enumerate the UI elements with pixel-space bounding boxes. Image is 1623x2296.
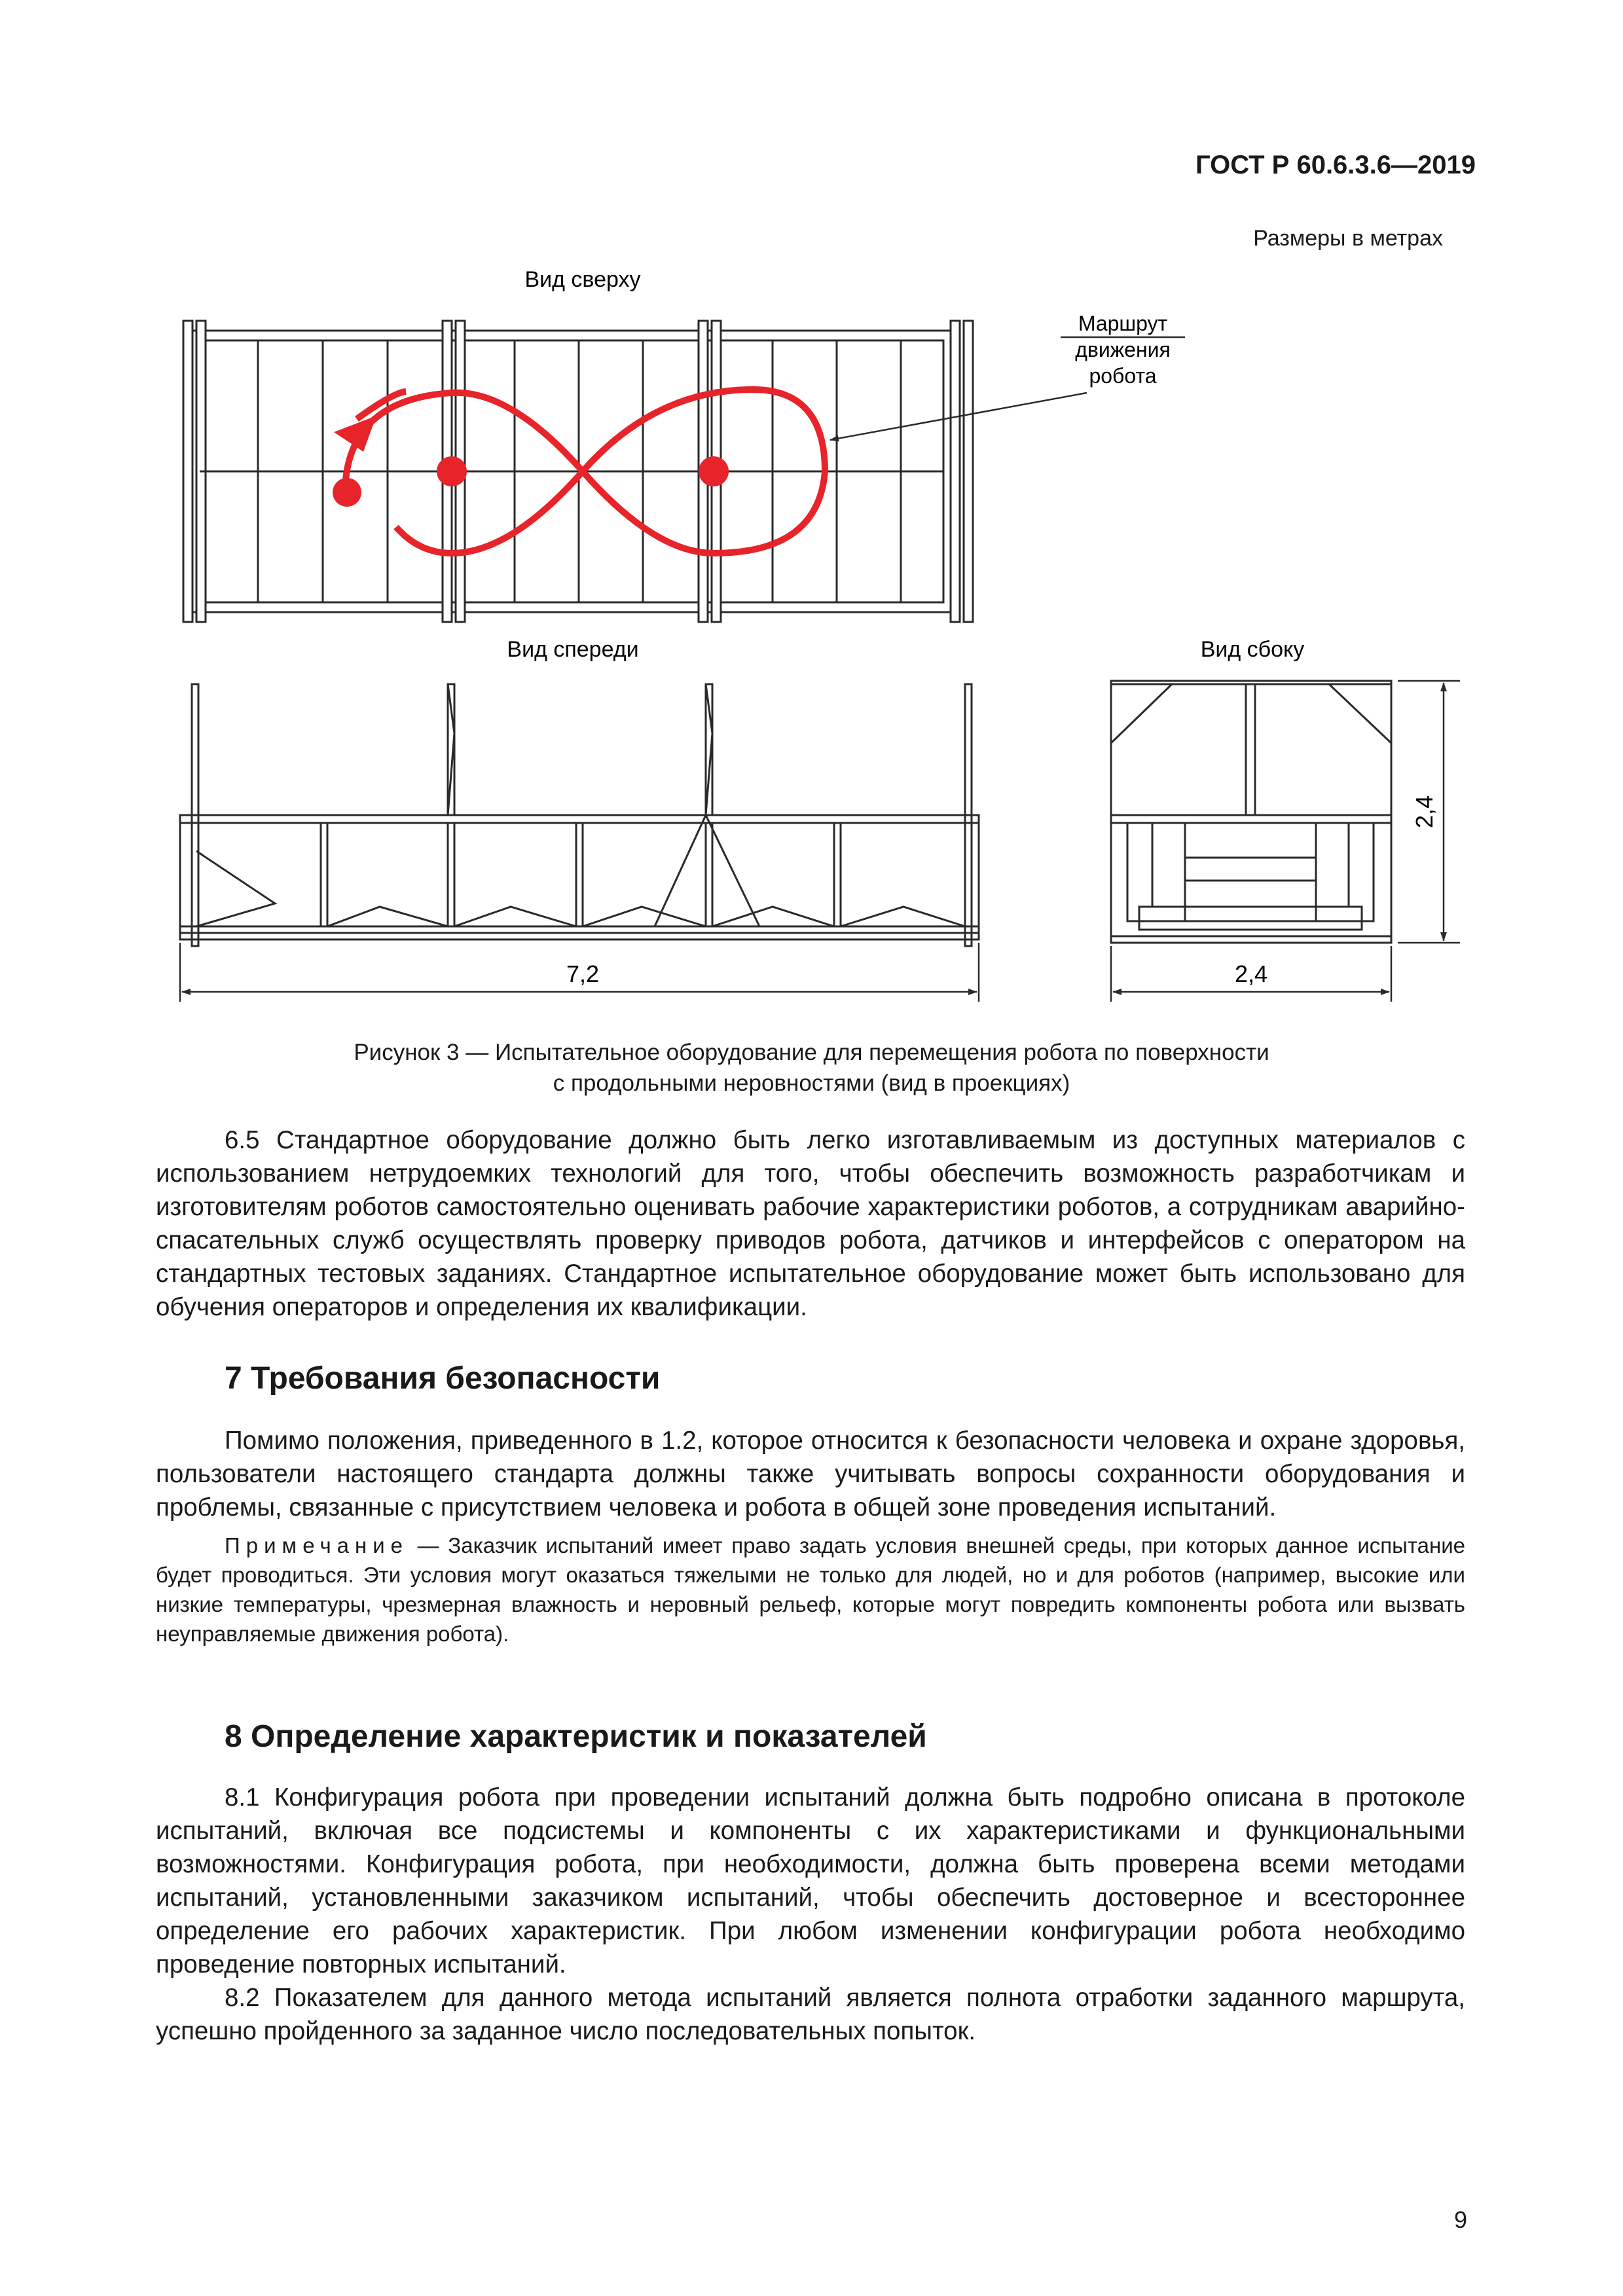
section-8-body [156, 1781, 1465, 2048]
page-number: 9 [1453, 2206, 1467, 2233]
front-view-label: Вид спереди [507, 637, 639, 662]
width-dimension-label: 2,4 [1234, 960, 1268, 987]
route-waypoint-2 [699, 456, 729, 486]
note-text: — Заказчик испытаний имеет право задать условия внешней среды, при которых данное испытание будет проводиться. Эти условия могут оказаться тяжелыми не только для людей, но и для роботов (например, высокие или низкие температуры, чрезмерная влажность и неровный рельеф, которые могут повредить компоненты робота или вызвать неуправляемые движения робота). [156, 1533, 1465, 1646]
paragraph-7: Помимо положения, приведенного в 1.2, которое относится к безопасности человека и охране здоровья, пользователи настоящего стандарта должны также учитывать вопросы сохранности оборудования и проблемы, связанные с присутствием человека и робота в общей зоне проведения испытаний. [156, 1427, 1465, 1522]
side-view-frame [1111, 681, 1391, 943]
route-start-marker [333, 478, 361, 507]
dimensions-note: Размеры в метрах [1253, 226, 1443, 251]
paragraph-8-1: 8.1 Конфигурация робота при проведении испытаний должна быть подробно описана в протоколе испытаний, включая все подсистемы и компоненты с их характеристиками и функциональными возможностями. Конфигурация робота, при необходимости, должна быть проверена всеми методами испытаний, установленными заказчиком испытаний, чтобы обеспечить достоверное и всестороннее определение его рабочих характеристик. При любом изменении конфигурации робота необходимо проведение повторных испытаний. [156, 1783, 1465, 1978]
route-label-line-2: движения [1075, 338, 1171, 361]
paragraph-8-2: 8.2 Показателем для данного метода испытаний является полнота отработки заданного маршрута, успешно пройденного за заданное число последовательных попыток. [156, 1984, 1465, 2045]
section-6-5 [156, 1123, 1465, 1324]
route-label-line-1: Маршрут [1078, 312, 1168, 335]
note-label: Примечание [225, 1533, 409, 1558]
paragraph-6-5: 6.5 Стандартное оборудование должно быть легко изготавливаемым из доступных материалов с использованием нетрудоемких технологий для того, чтобы обеспечить возможность разработчикам и изготовителям роботов самостоятельно оценивать рабочие характеристики роботов, а сотрудникам аварийно-спасательных служб осуществлять проверку приводов робота, датчиков и интерфейсов с оператором на стандартных тестовых заданиях. Стандартное испытательное оборудование может быть использовано для обучения операторов и определения их квалификации. [156, 1126, 1465, 1321]
top-view-frame [183, 321, 973, 622]
section-8-heading: 8 Определение характеристик и показателей [225, 1719, 927, 1754]
route-waypoint-1 [437, 456, 467, 486]
section-7-body [156, 1424, 1465, 1524]
front-view-frame [180, 684, 979, 946]
height-dimension-label: 2,4 [1411, 795, 1438, 829]
standard-code: ГОСТ Р 60.6.3.6—2019 [1195, 151, 1476, 179]
figure-caption-line-2: с продольными неровностями (вид в проекциях) [553, 1070, 1070, 1096]
top-view-label: Вид сверху [524, 267, 641, 292]
figure-3-drawing [0, 0, 1623, 1048]
route-label-line-3: робота [1089, 364, 1157, 388]
length-dimension-label: 7,2 [566, 960, 600, 987]
side-view-label: Вид сбоку [1200, 637, 1305, 662]
section-7-note [156, 1531, 1465, 1649]
section-7-heading: 7 Требования безопасности [225, 1361, 661, 1396]
figure-caption-line-1: Рисунок 3 — Испытательное оборудование для перемещения робота по поверхности [354, 1040, 1269, 1065]
